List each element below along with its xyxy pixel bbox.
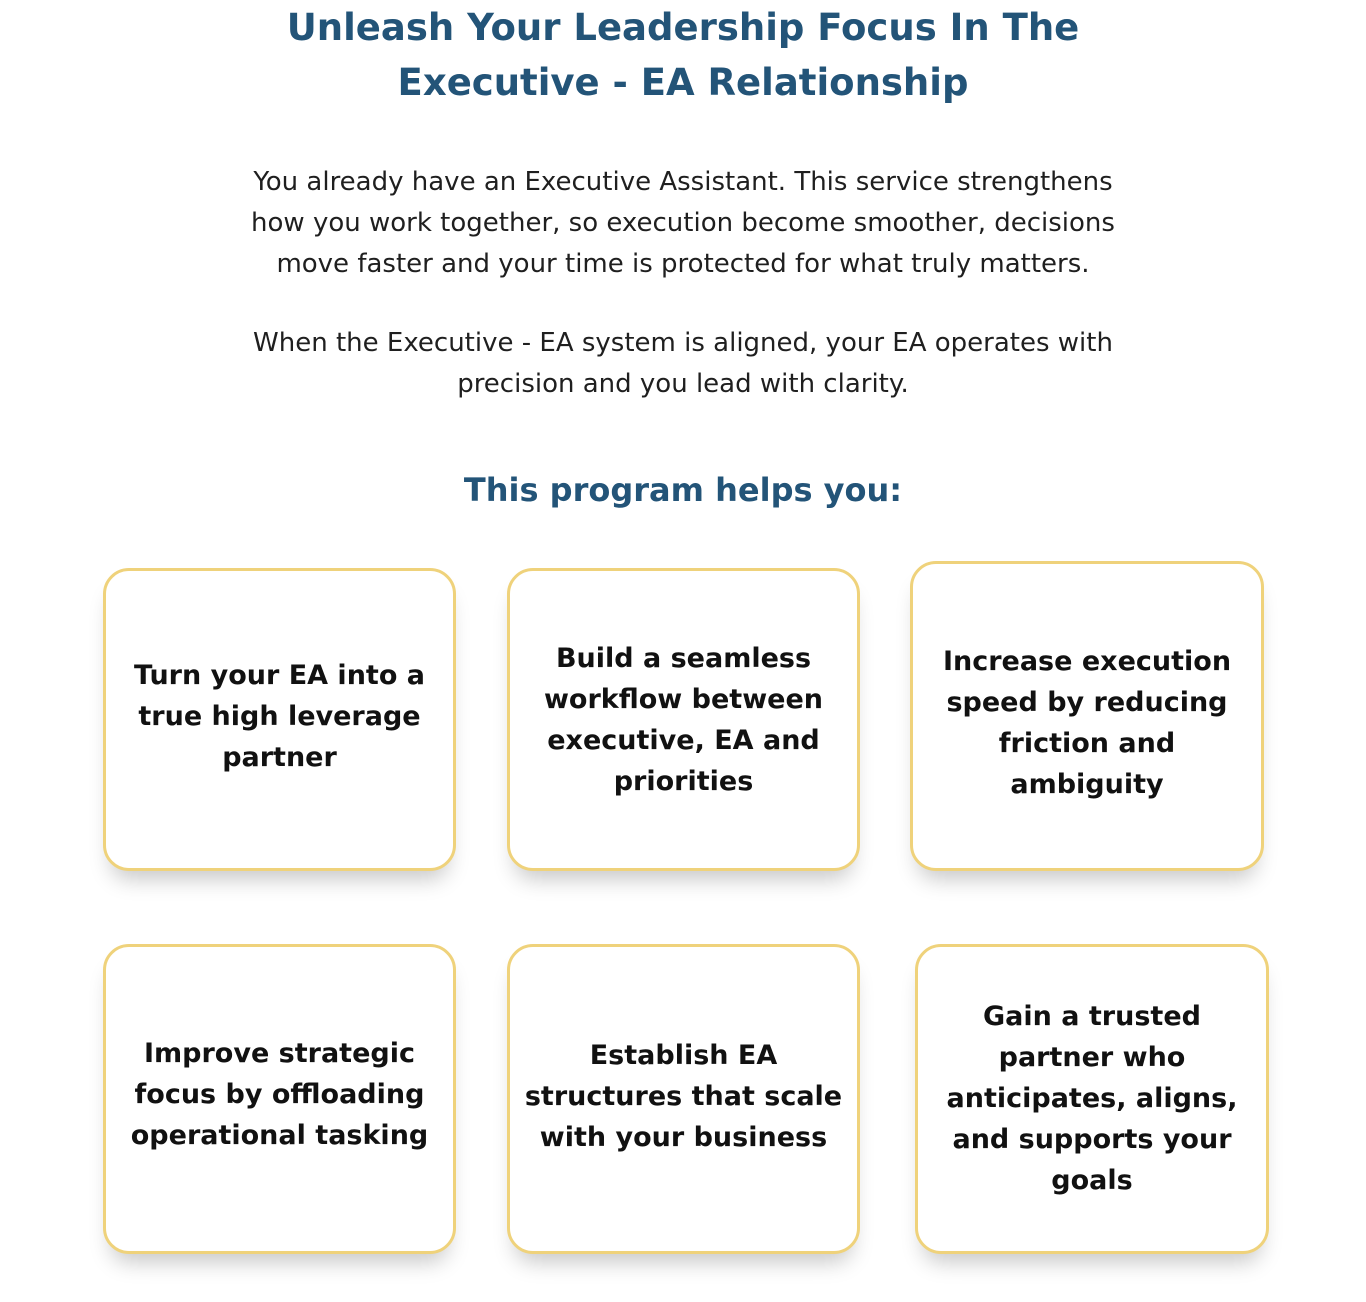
benefit-card-text [515,1035,852,1158]
benefits-heading: This program helps you: [463,471,903,509]
benefit-card-line: operational tasking [130,1120,429,1151]
alignment-paragraph [183,323,1183,405]
benefit-card-line: speed by reducing [946,687,1228,718]
intro-line: move faster and your time is protected for what truly matters. [276,249,1090,279]
benefit-card-line: friction and [998,728,1176,759]
benefit-card-line: partner who [998,1041,1186,1073]
benefit-card-execution-speed [910,561,1264,871]
page-title-line: Unleash Your Leadership Focus In The [286,6,1080,49]
page-title-line: Executive - EA Relationship [397,61,969,104]
benefit-card-line: Establish EA [589,1039,778,1071]
intro-line: how you work together, so execution become smoother, decisions [251,208,1115,238]
intro-line: You already have an Executive Assistant. This service strengthens [253,167,1113,197]
page-title [0,0,1366,110]
benefit-card-text [933,641,1241,805]
alignment-line: precision and you lead with clarity. [457,369,909,399]
benefit-card-line: Improve strategic [143,1038,415,1069]
benefit-card-line: focus by offloading [134,1079,425,1110]
intro-paragraph [183,162,1183,285]
benefit-card-line: Gain a trusted [983,1000,1201,1032]
benefit-card-line: ambiguity [1010,769,1164,800]
benefit-card-line: Turn your EA into a [134,660,425,691]
benefit-card-line: true high leverage [138,701,421,732]
benefit-card-line: structures that scale [524,1080,843,1112]
benefit-card-strategic-focus [103,944,456,1254]
benefit-card-text [124,655,435,778]
benefit-card-trusted-partner [915,944,1269,1254]
benefit-card-line: with your business [539,1121,828,1153]
benefit-card-text [121,1033,439,1156]
alignment-line: When the Executive - EA system is aligned, your EA operates with [253,328,1113,358]
benefit-card-line: priorities [613,765,754,797]
benefit-card-line: workflow between [543,683,823,715]
benefit-card-ea-partner [103,568,456,871]
benefit-card-line: executive, EA and [547,724,820,756]
benefit-card-line: goals [1051,1164,1133,1196]
benefit-card-ea-structures [507,944,860,1254]
benefit-card-text [534,638,833,802]
benefit-card-text [937,996,1248,1201]
benefit-card-line: Build a seamless [555,642,812,674]
benefit-card-line: partner [222,742,337,773]
benefit-card-line: anticipates, aligns, [946,1082,1238,1114]
benefit-card-line: Increase execution [942,646,1232,677]
benefit-card-seamless-workflow [507,568,860,871]
benefit-card-line: and supports your [952,1123,1232,1155]
